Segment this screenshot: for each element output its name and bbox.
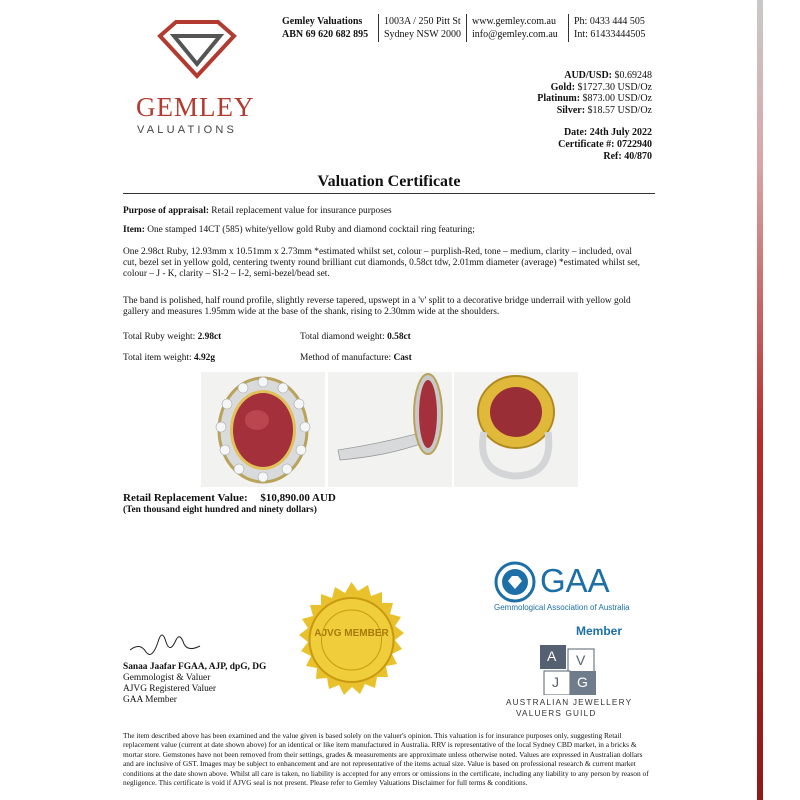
- market-rates: [537, 70, 652, 116]
- valuation-certificate-page: [106, 0, 672, 800]
- gold-label: Gold:: [550, 81, 576, 93]
- value-amount: $10,890.00 AUD: [260, 492, 336, 504]
- stone-description: One 2.98ct Ruby, 12.93mm x 10.51mm x 2.73mm *estimated whilst set, colour – purplish-Red, tone – medium, clarity – included, oval cut, bezel set in yellow gold, centering twenty round brilliant cut diamonds, 0.58ct tdw, 2.01mm diameter (average) *estimated whilst set, colour – J - K, clarity – SI-2 – I-2, semi-bezel/bead set.: [123, 247, 640, 279]
- phone-number: Ph: 0433 444 505: [574, 16, 645, 27]
- ajvg-letter-a: A: [547, 648, 557, 664]
- ajvg-logo: [540, 645, 596, 700]
- header-web: [472, 15, 558, 41]
- platinum-label: Platinum:: [537, 93, 581, 104]
- header-divider: [466, 14, 467, 42]
- brand-name: GEMLEY: [136, 92, 255, 122]
- gaa-name: GAA: [540, 562, 610, 599]
- purpose-value: Retail replacement value for insurance purposes: [211, 206, 392, 216]
- certificate-date: 24th July 2022: [589, 127, 652, 138]
- ajvg-letter-v: V: [576, 652, 586, 668]
- address-line-2: Sydney NSW 2000: [384, 29, 462, 40]
- silver-label: Silver:: [556, 104, 586, 116]
- manufacture-method-label: Method of manufacture:: [300, 353, 392, 363]
- disclaimer: The item described above has been examined and the value given is based solely on the valuer's opinion. This valuation is for insurance purposes only, suggesting Retail replacement value (current at date shown above) for an identical or like item manufactured in Australia. RRV is representative of the local Sydney CBD market, in a bricks & mortar store. Gemstones have not been removed from their settings, grades & measurements are approximate unless otherwise noted. Values are expressed in Australian dollars and are inclusive of GST. Images may be subject to enhancement and are not representative of the items actual size. Value is based on professional research & current market conditions at the date shown above. Whilst all care is taken, no liability is accepted for any errors or omissions in the certificate, including any liability to any person by reason of negligence. This certificate is void if AJVG seal is not present. Please refer to Gemley Valuations Disclaimer for full terms & conditions.: [123, 731, 649, 788]
- header-divider: [378, 14, 379, 42]
- website-link[interactable]: www.gemley.com.au: [472, 16, 556, 27]
- silver-value: $18.57 USD/Oz: [587, 104, 652, 116]
- ruby-weight-value: 2.98ct: [197, 332, 222, 342]
- ref-label: Ref:: [603, 151, 622, 162]
- ajvg-letter-g: G: [577, 674, 588, 690]
- item-value: One stamped 14CT (585) white/yellow gold Ruby and diamond cocktail ring featuring;: [147, 225, 475, 235]
- valuer-name: Sanaa Jaafar FGAA, AJP, dpG, DG: [123, 662, 267, 672]
- ring-photo-side: [328, 372, 452, 487]
- certificate-references: [558, 127, 652, 163]
- valuer-details: [123, 662, 266, 706]
- gold-value: $1727.30 USD/Oz: [577, 81, 652, 93]
- ajvg-name-line-1: AUSTRALIAN JEWELLERY: [506, 698, 633, 707]
- address-line-1: 1003A / 250 Pitt St: [384, 16, 461, 27]
- valuer-role-1: Gemmologist & Valuer: [123, 673, 211, 683]
- gaa-full-name: Gemmological Association of Australia: [494, 603, 630, 612]
- item-weight-label: Total item weight:: [123, 353, 192, 363]
- manufacture-method-value: Cast: [393, 353, 412, 363]
- band-description: The band is polished, half round profile, slightly reverse tapered, upswept in a 'v' split to a decorative bridge underrail with yellow gold gallery and measures 1.95mm wide at the base of the shank, rising to 2.30mm wide at the shoulders.: [123, 296, 631, 317]
- company-abn: ABN 69 620 682 895: [282, 29, 369, 40]
- ruby-weight: [123, 332, 303, 343]
- valuer-role-3: GAA Member: [123, 695, 177, 705]
- value-label: Retail Replacement Value:: [123, 492, 248, 504]
- manufacture-method: [300, 353, 520, 364]
- item-weight-value: 4.92g: [193, 353, 216, 363]
- ajvg-member-seal: [289, 582, 414, 707]
- page-title: Valuation Certificate: [317, 173, 461, 190]
- platinum-value: $873.00 USD/Oz: [582, 93, 652, 104]
- gold-seal-icon: [289, 582, 414, 707]
- gaa-member-label: Member: [576, 624, 623, 638]
- ruby-weight-label: Total Ruby weight:: [123, 332, 196, 342]
- decorative-side-bar: [757, 0, 763, 800]
- date-label: Date:: [563, 127, 588, 138]
- gaa-logo: [494, 561, 536, 608]
- aud-usd-label: AUD/USD:: [564, 70, 612, 81]
- brand-subtitle: VALUATIONS: [137, 124, 238, 136]
- ring-photo-front: [201, 372, 325, 487]
- company-name: Gemley Valuations: [282, 16, 363, 27]
- purpose-line: [123, 206, 643, 217]
- item-label: Item:: [123, 225, 145, 235]
- intl-phone-number: Int: 61433444505: [574, 29, 646, 40]
- item-line: [123, 225, 643, 236]
- signature-icon: [126, 622, 206, 662]
- certificate-number-label: Certificate #:: [558, 139, 615, 150]
- item-weight: [123, 353, 303, 364]
- seal-text: AJVG MEMBER: [314, 628, 389, 639]
- diamond-weight-label: Total diamond weight:: [300, 332, 385, 342]
- header-company: [282, 15, 368, 41]
- title-divider: [123, 193, 655, 194]
- value-in-words: (Ten thousand eight hundred and ninety dollars): [123, 505, 317, 515]
- certificate-number: 0722940: [617, 139, 652, 150]
- purpose-label: Purpose of appraisal:: [123, 206, 209, 216]
- ajvg-letter-j: J: [552, 674, 559, 690]
- retail-replacement-value: [123, 492, 336, 504]
- valuer-signature: [126, 622, 206, 667]
- ring-photo-back: [454, 372, 578, 487]
- email-link[interactable]: info@gemley.com.au: [472, 29, 558, 40]
- diamond-weight: [300, 332, 520, 343]
- ajvg-name-line-2: VALUERS GUILD: [516, 709, 597, 718]
- diamond-logo-icon: [156, 18, 238, 80]
- ref-number: 40/870: [624, 151, 652, 162]
- diamond-weight-value: 0.58ct: [387, 332, 411, 342]
- header-address: [384, 15, 461, 41]
- header-phone: [574, 15, 645, 41]
- valuer-role-2: AJVG Registered Valuer: [123, 684, 217, 694]
- header-divider: [568, 14, 569, 42]
- aud-usd-value: $0.69248: [614, 70, 652, 81]
- gaa-emblem-icon: [494, 561, 536, 603]
